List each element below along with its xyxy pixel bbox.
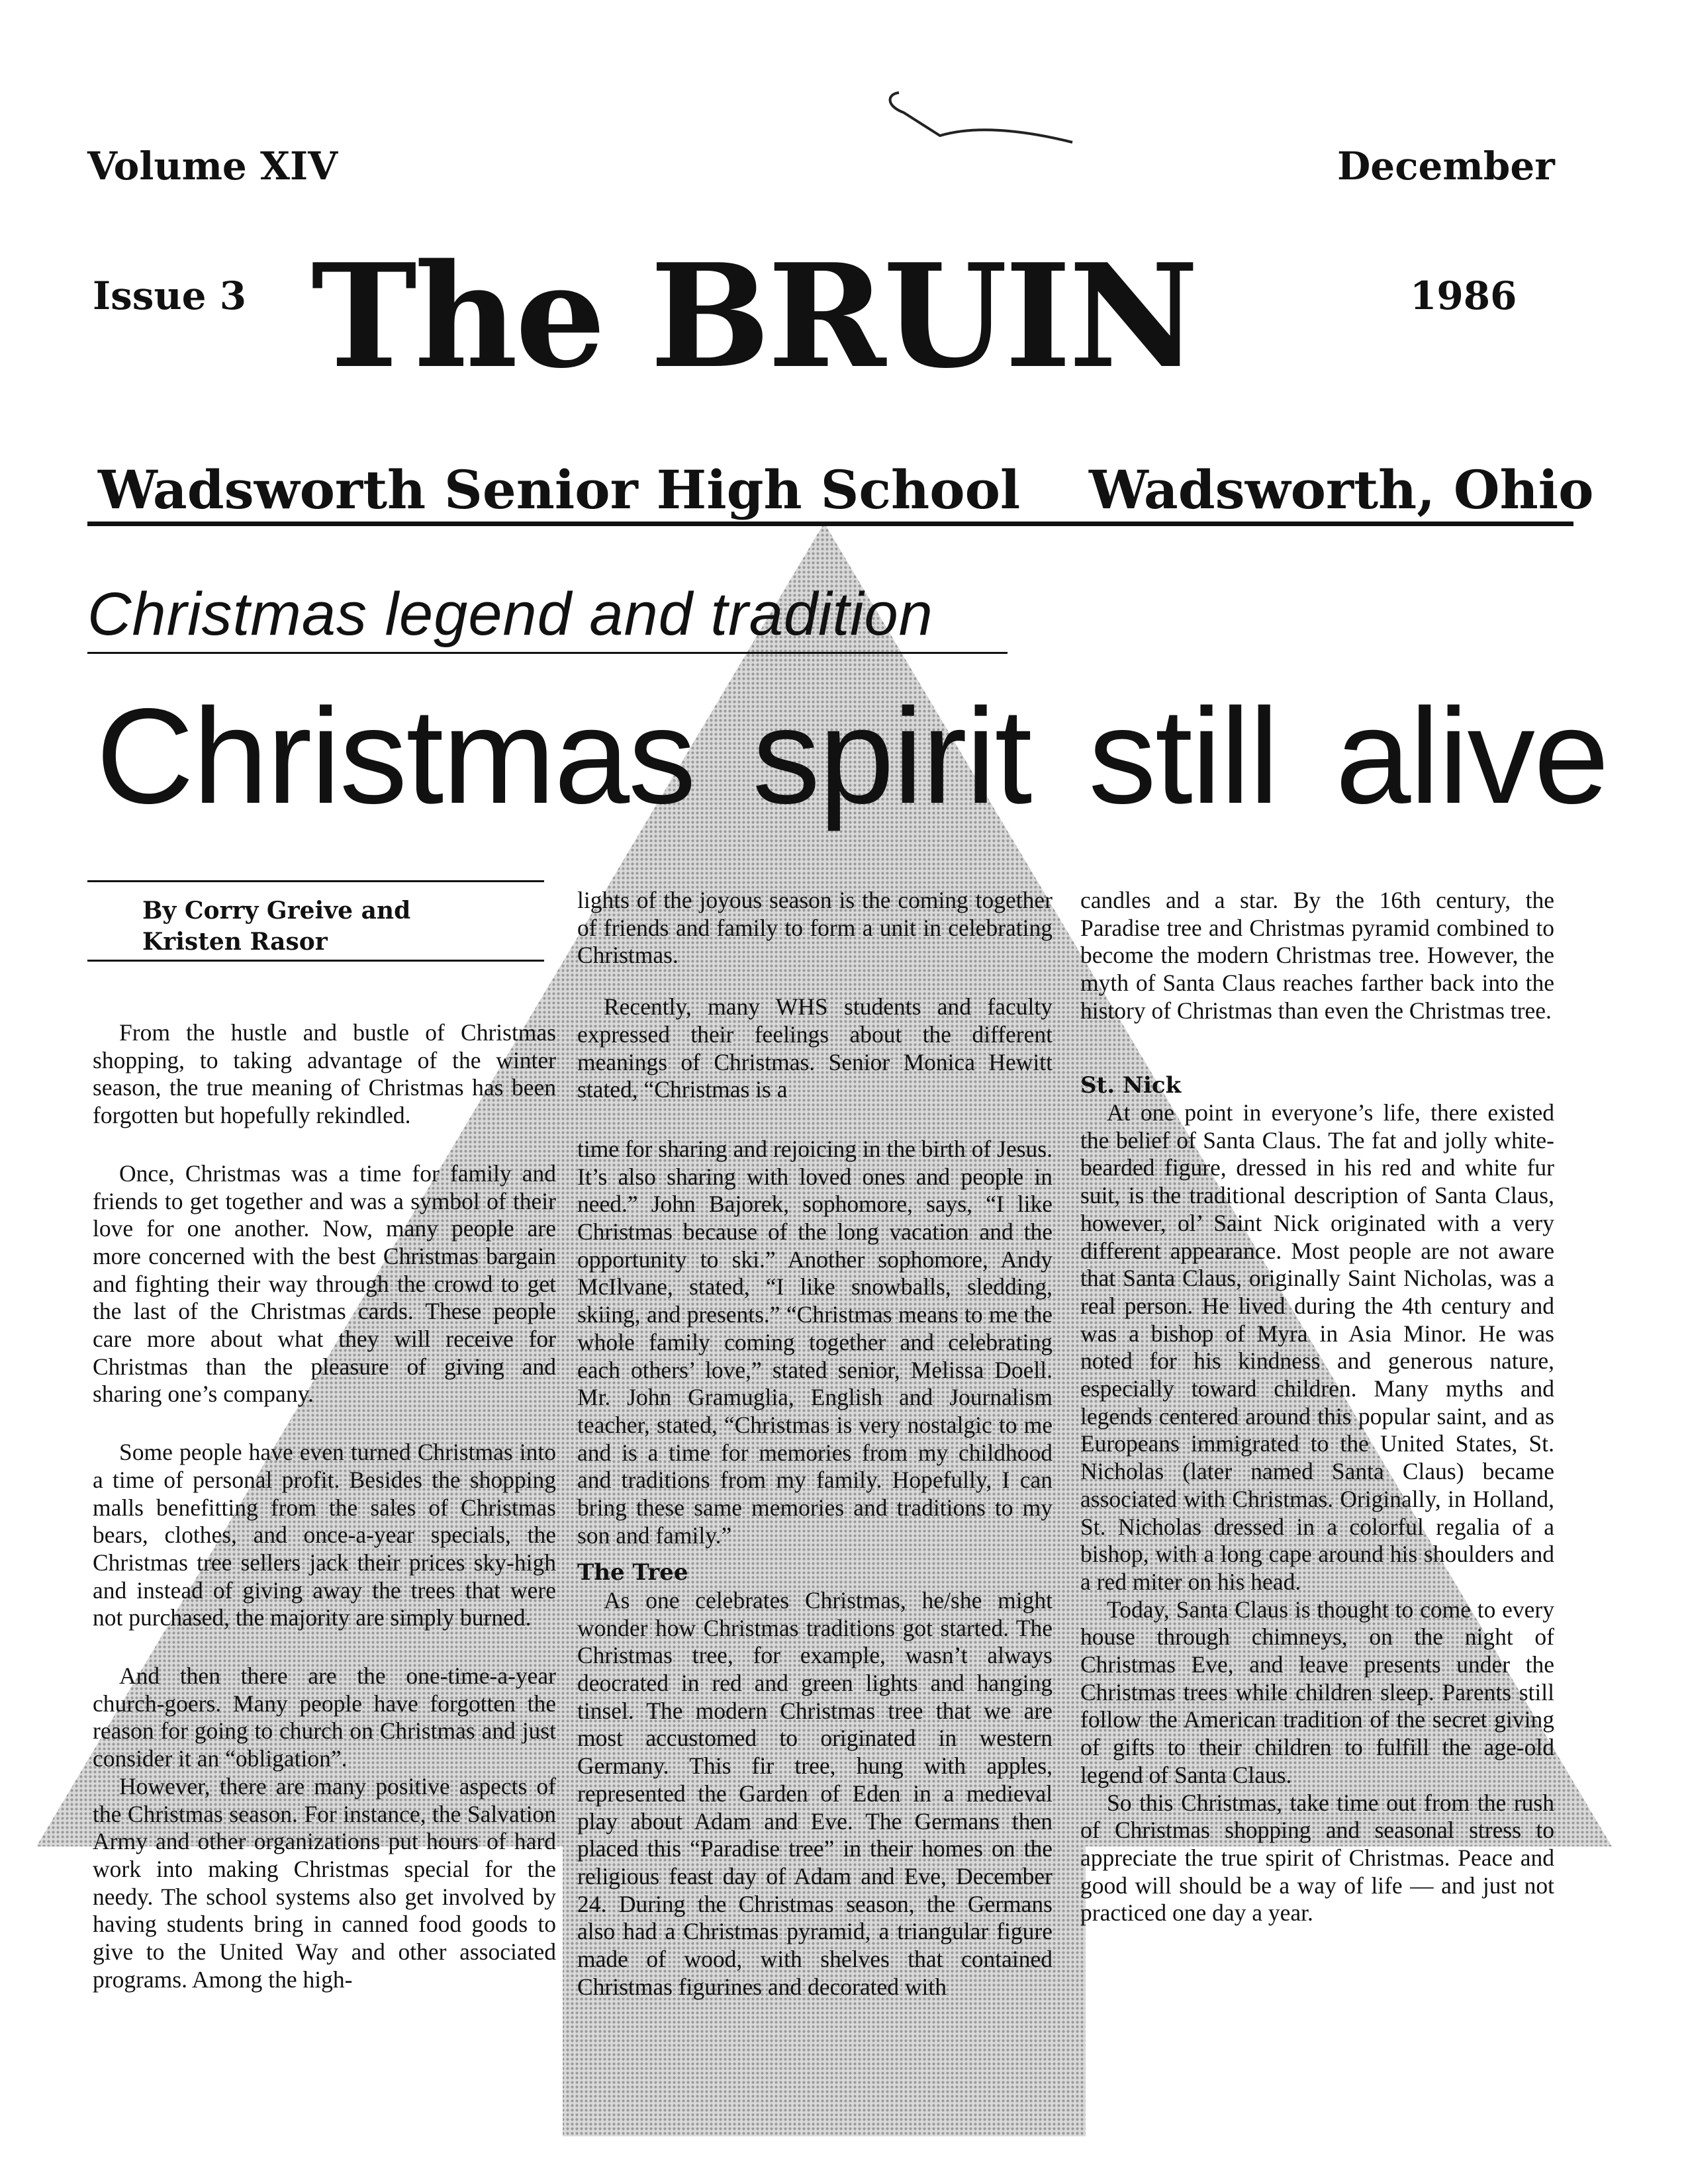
col3-paragraph-3: Today, Santa Claus is thought to come to every house through chimneys, on the night of Christmas Eve, and leave presents under the Christmas trees while children sleep. Parents still follow the American tradition of the secret giving of gifts to their children to fulfill the age-old legend of Santa Claus. [1080,1596,1554,1788]
col3-paragraph-4: So this Christmas, take time out from the rush of Christmas shopping and seasonal stress to appreciate the true spirit of Christmas. Peace and good will should be a way of life — and just not practiced one day a year. [1080,1789,1554,1927]
col1-paragraph-3: Some people have even turned Christmas into a time of personal profit. Besides the shopping malls benefitting from the sales of Christmas bears, clothes, and once-a-year specials, the Christmas tree sellers jack their prices sky-high and instead of giving away the trees that were not purchased, the majority are simply burned. [93,1439,556,1631]
col2-paragraph-1: lights of the joyous season is the coming together of friends and family to form a unit in celebrating Christmas. [577,887,1053,969]
col1-paragraph-2: Once, Christmas was a time for family and friends to get together and was a symbol of their love for one another. Now, many people are more concerned with the best Christmas bargain and fighting their way through the crowd to get the last of the Christmas cards. These people care more about what they will receive for Christmas than the pleasure of giving and sharing one’s company. [93,1160,556,1408]
kicker-rule [87,652,1008,654]
article-column-1 [93,1019,556,2025]
newspaper-title: The BRUIN [311,232,1196,400]
section-heading-the-tree: The Tree [577,1559,688,1586]
byline [142,895,410,958]
article-kicker: Christmas legend and tradition [87,580,933,648]
month-label: December [1337,144,1555,189]
col3-paragraph-1: candles and a star. By the 16th century, the Paradise tree and Christmas pyramid combined to become the modern Christmas tree. However, the myth of Santa Claus reaches farther back into the history of Christmas than even the Christmas tree. [1080,887,1554,1024]
col1-paragraph-1: From the hustle and bustle of Christmas shopping, to taking advantage of the winter season, the true meaning of Christmas has been forgotten but hopefully rekindled. [93,1019,556,1129]
section-heading-st-nick: St. Nick [1080,1071,1182,1099]
pen-mark [874,79,1099,152]
col2-paragraph-4: As one celebrates Christmas, he/she might wonder how Christmas traditions got started. The Christmas tree, for example, wasn’t always deocrated in red and green lights and hanging tinsel. The modern Christmas tree that we are most accustomed to originated in western Germany. This fir tree, hung with apples, represented the Garden of Eden in a medieval play about Adam and Eve. The Germans then placed this “Paradise tree” in their homes on the religious feast day of Adam and Eve, December 24. During the Christmas season, the Germans also had a Christmas pyramid, a triangular figure made of wood, with shelves that contained Christmas figurines and decorated with [577,1586,1053,2000]
article-headline: Christmas spirit still alive [96,680,1608,832]
col3-paragraph-2: At one point in everyone’s life, there existed the belief of Santa Claus. The fat and jolly white-bearded figure, dressed in his red and white fur suit, is the traditional description of Santa Claus, however, ol’ Saint Nick originated with a very different appearance. Most people are not aware that Santa Claus, originally Saint Nicholas, was a real person. He lived during the 4th century and was a bishop of Myra in Asia Minor. He was noted for his kindness and generous nature, especially toward children. Many myths and legends centered around this popular saint, and as Europeans immigrated to the United States, St. Nicholas (later named Santa Claus) became associated with Christmas. Originally, in Holland, St. Nicholas dressed in a colorful regalia of a bishop, with a long cape around his shoulders and a red miter on his head. [1080,1099,1554,1595]
article-column-2 [577,887,1053,2032]
byline-authors-line1: By Corry Greive and [142,897,411,925]
school-name: Wadsworth Senior High School [98,459,1021,521]
volume-label: Volume XIV [87,144,338,189]
masthead-rule [87,522,1573,526]
issue-label: Issue 3 [93,273,247,318]
school-location: Wadsworth, Ohio [1089,459,1594,521]
col1-paragraph-4: And then there are the one-time-a-year church-goers. Many people have forgotten the reason for going to church on Christmas and just consider it an “obligation”. [93,1662,556,1772]
col1-paragraph-5: However, there are many positive aspects of the Christmas season. For instance, the Salvation Army and other organizations put hours of hard work into making Christmas special for the needy. The school systems also get involved by having students bring in canned food goods to give to the United Way and other associated programs. Among the high- [93,1772,556,1993]
byline-rule-bottom [87,960,544,962]
byline-rule-top [87,880,544,882]
byline-authors-line2: Kristen Rasor [142,927,328,956]
article-column-3 [1080,887,1554,1958]
col2-paragraph-3: time for sharing and rejoicing in the birth of Jesus. It’s also sharing with loved ones and people in need.” John Bajorek, sophomore, says, “I like Christmas because of the long vacation and the opportunity to ski.” Another sophomore, Andy McIlvane, stated, “I like snowballs, sledding, skiing, and presents.” “Christmas means to me the whole family coming together and celebrating each others’ love,” stated senior, Melissa Doell. Mr. John Gramuglia, English and Journalism teacher, stated, “Christmas is very nostalgic to me and is a time for memories from my childhood and traditions from my family. Hopefully, I can bring these same memories and traditions to my son and family.” [577,1135,1053,1549]
col2-paragraph-2: Recently, many WHS students and faculty expressed their feelings about the different meanings of Christmas. Senior Monica Hewitt stated, “Christmas is a [577,993,1053,1103]
year-label: 1986 [1410,273,1517,318]
